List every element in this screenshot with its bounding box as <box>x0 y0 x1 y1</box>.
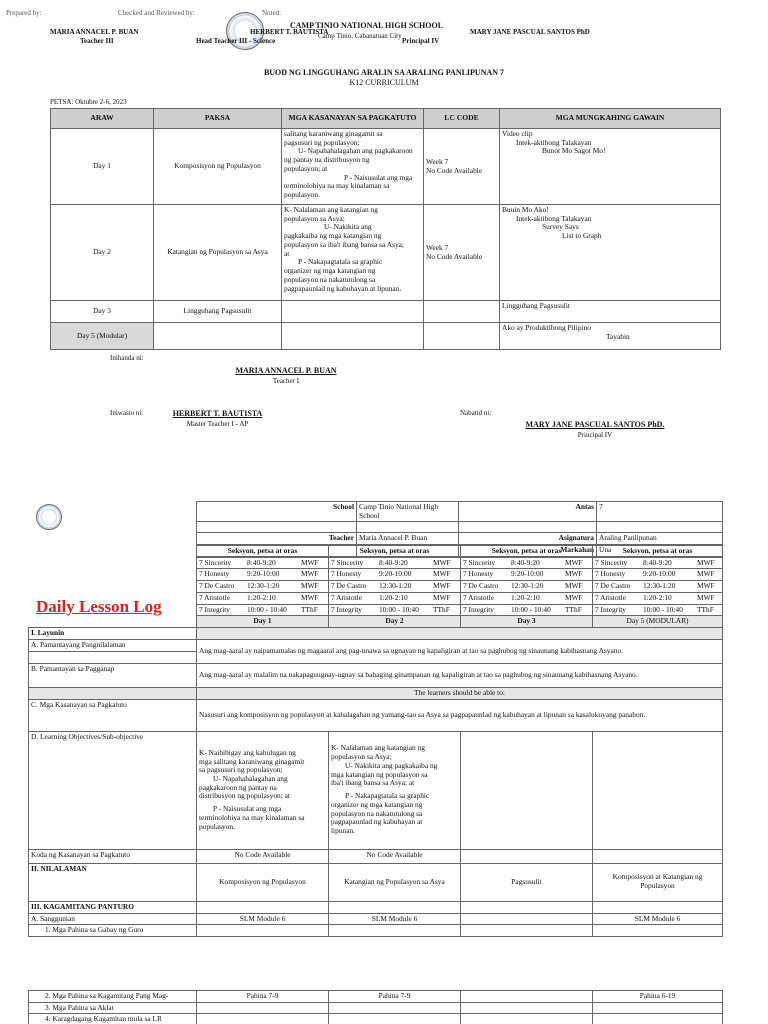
sched-time: 10:00 - 10:40 <box>643 604 683 614</box>
sched-days: MWF <box>301 569 319 579</box>
top-mid-signer-name: HERBERT T. BAUTISTA <box>250 28 329 36</box>
sched-time: 1:20-2:10 <box>643 592 672 602</box>
sched-section: 7 De Castro <box>595 581 631 591</box>
sched-days: MWF <box>697 569 715 579</box>
prepared-name: MARIA ANNACEL P. BUAN <box>235 366 337 375</box>
header-kasanayan: MGA KASANAYAN SA PAGKATUTO <box>282 109 424 129</box>
koda-label: Koda ng Kasanayan sa Pagkatuto <box>29 849 197 863</box>
sched-days: MWF <box>565 557 583 567</box>
kas-label: C. Mga Kasanayan sa Pagkatuto <box>29 699 197 731</box>
sched-head-1: Seksyon, petsa at oras <box>197 546 329 558</box>
sched-cell <box>461 592 593 604</box>
dll-day1-head: Day 1 <box>197 616 329 628</box>
sanggunian-label: A. Sanggunian <box>29 913 197 925</box>
pang-text: Ang mag-aaral ay naipamamalas ng magaaral ang pag-unawa sa ugnayan ng kapaligiran at tao sa paghubog ng sinaunang kabihasnang Asyano. <box>197 639 723 663</box>
dll-asignatura-value: Araling Panlipunan <box>597 533 723 545</box>
sched-row <box>29 569 723 581</box>
obj-day1: K- Naibibigay ang kahulugan ng mga salitang karaniwang ginagamit sa pagsusuri ng populasyon; U- Napahahalagahan ang pagkakaroon ng pantay na distribusyon ng populasyon; at P - Naisusulat ang mga terminolohiya na may kinalaman sa populasyon. <box>197 731 329 849</box>
weekly-summary-table <box>50 108 721 350</box>
sched-cell <box>329 604 461 616</box>
header-gawain: MGA MUNGKAHING GAWAIN <box>500 109 721 129</box>
sched-time: 8:40-9:20 <box>379 557 408 567</box>
sched-days: MWF <box>433 592 451 602</box>
sched-cell <box>197 581 329 593</box>
slm-day1: SLM Module 6 <box>197 913 329 925</box>
pag-text: Ang mag-aaral ay malalim na nakapaguugnay-ugnay sa bahaging ginampanan ng kapaligiran at tao sa paghubog ng sinaunang kabihasnang Asyano. <box>197 663 723 687</box>
summary-header-row <box>51 109 721 129</box>
day2-topic: Katangian ng Populasyon sa Asya <box>154 205 282 301</box>
pahina-day5: Pahina 6-19 <box>593 991 723 1003</box>
day5-day: Day 5 (Modular) <box>51 323 154 350</box>
sched-cell <box>197 592 329 604</box>
sched-days: MWF <box>433 557 451 567</box>
day5-topic <box>154 323 282 350</box>
summary-row-day5 <box>51 323 721 350</box>
day5-skills <box>282 323 424 350</box>
sched-head-3: Seksyon, petsa at oras <box>461 546 593 558</box>
slm-day2: SLM Module 6 <box>329 913 461 925</box>
sched-days: TThF <box>565 604 582 614</box>
dll-deped-seal-icon <box>36 504 62 530</box>
sched-section: 7 Sincerity <box>595 557 628 567</box>
dll-day5-head: Day 5 (MODULAR) <box>593 616 723 628</box>
koda-day1: No Code Available <box>197 849 329 863</box>
slm-day5: SLM Module 6 <box>593 913 723 925</box>
sched-cell <box>329 569 461 581</box>
sched-days: MWF <box>697 557 715 567</box>
day3-skills <box>282 301 424 323</box>
day1-lc-code: Week 7 No Code Available <box>424 129 500 205</box>
pahina-day2: Pahina 7-9 <box>329 991 461 1003</box>
dll-antas-label: Antas <box>459 502 597 522</box>
prepared-by-label: Prepared by: <box>6 9 42 17</box>
sched-section: 7 De Castro <box>331 581 367 591</box>
date-line: PETSA: Oktubre 2-6, 2023 <box>50 98 127 106</box>
day-header-row <box>29 616 723 628</box>
sched-cell <box>329 592 461 604</box>
sched-section: 7 Honesty <box>331 569 362 579</box>
iniwasto-label: Iniwasto ni: <box>110 409 144 417</box>
dll-main-table <box>28 545 723 937</box>
sched-section: 7 Integrity <box>595 604 626 614</box>
day2-activities: Buuin Mo Ako! Intek-aktibong Talakayan Survey Says List to Graph <box>500 205 721 301</box>
header-paksa: PAKSA <box>154 109 282 129</box>
summary-row-day1 <box>51 129 721 205</box>
sched-cell <box>329 557 461 569</box>
koda-day2: No Code Available <box>329 849 461 863</box>
kagamitan-label: III. KAGAMITANG PANTURO <box>29 901 197 913</box>
checked-role: Master Teacher I - AP <box>186 420 249 428</box>
nilalaman-day2: Katangian ng Populasyon sa Asya <box>329 863 461 901</box>
sched-days: TThF <box>301 604 318 614</box>
sched-time: 9:20-10:00 <box>247 569 280 579</box>
kagamitang-mag-label: 2. Mga Pahina sa Kagamitang Pang Mag- <box>29 991 197 1003</box>
obj-day3 <box>461 731 593 849</box>
day2-lc-code: Week 7 No Code Available <box>424 205 500 301</box>
sched-time: 9:20-10:00 <box>379 569 412 579</box>
dll-teacher-label: Teacher <box>197 533 357 545</box>
dll-school-label: School <box>197 502 357 522</box>
sched-days: MWF <box>301 581 319 591</box>
sched-head-4: Seksyon, petsa at oras <box>593 546 723 558</box>
sched-header-row <box>29 546 723 558</box>
sched-section: 7 Integrity <box>331 604 362 614</box>
day2-skills: K- Nalalaman ang katangian ng populasyon sa Asya; U- Nakikita ang pagkakaiba ng mga katangian ng populasyon sa iba't ibang bansa sa Asya; at P - Nakapagtatala sa graphic organizer ng mga katangian ng populasyon na nakatutulong sa pagpapaunlad ng kabuhayan at lipunan. <box>282 205 424 301</box>
sched-row <box>29 592 723 604</box>
school-address: Camp Tinio, Cabanatuan City <box>318 32 402 40</box>
day5-lc-code <box>424 323 500 350</box>
pang-label: A. Pamantayang Pangnilalaman <box>29 639 197 651</box>
sched-days: MWF <box>301 592 319 602</box>
sched-section: 7 Aristotle <box>595 592 626 602</box>
header-lc-code: LC CODE <box>424 109 500 129</box>
day1-day: Day 1 <box>51 129 154 205</box>
nabatid-label: Nabatid ni: <box>460 409 492 417</box>
school-name: CAMP TINIO NATIONAL HIGH SCHOOL <box>290 21 444 30</box>
sched-time: 1:20-2:10 <box>379 592 408 602</box>
nilalaman-day1: Komposisyon ng Populasyon <box>197 863 329 901</box>
prepared-role: Teacher I <box>272 377 300 385</box>
kas-text: Nasusuri ang komposisyon ng populasyon at kahalagahan ng yamang-tao sa Asya sa pagpapaunlad ng kabuhayan at lipunan sa kasalukuyang panahon. <box>197 699 723 731</box>
sched-cell <box>461 581 593 593</box>
sched-time: 8:40-9:20 <box>643 557 672 567</box>
sched-cell <box>461 604 593 616</box>
noted-role: Principal IV <box>577 431 613 439</box>
day3-activity: Lingguhang Pagsusulit <box>500 301 721 323</box>
noted-label: Noted: <box>262 9 282 17</box>
gabay-label: 1. Mga Pahina sa Gabay ng Guro <box>29 925 197 937</box>
sched-cell <box>593 569 723 581</box>
aklat-label: 3. Mga Pahina sa Aklat <box>29 1002 197 1014</box>
header-araw: ARAW <box>51 109 154 129</box>
sched-section: 7 Aristotle <box>199 592 230 602</box>
sched-cell <box>197 557 329 569</box>
sched-cell <box>197 569 329 581</box>
sched-cell <box>593 581 723 593</box>
dll-markahan-value: Una <box>597 545 723 557</box>
sched-cell <box>461 569 593 581</box>
sched-cell <box>593 592 723 604</box>
sched-days: MWF <box>565 581 583 591</box>
nilalaman-day5: Komposisyon at Katangian ng Populasyon <box>593 863 723 901</box>
sched-time: 9:20-10:00 <box>511 569 544 579</box>
layunin-label: I. Layunin <box>29 628 197 640</box>
dll-asignatura-label: Asignatura <box>459 533 597 545</box>
nilalaman-day3: Pagsusulit <box>461 863 593 901</box>
karagdagan-label: 4. Karagdagang Kagamitan mula sa LR <box>29 1014 197 1024</box>
noted-name: MARY JANE PASCUAL SANTOS PhD. <box>525 420 665 429</box>
pahina-day1: Pahina 7-9 <box>197 991 329 1003</box>
sched-row <box>29 604 723 616</box>
sched-section: 7 De Castro <box>199 581 235 591</box>
sched-days: MWF <box>433 569 451 579</box>
top-mid-signer-role: Head Teacher III - Science <box>196 37 276 45</box>
dll-day2-head: Day 2 <box>329 616 461 628</box>
sched-days: TThF <box>697 604 714 614</box>
sched-cell <box>593 604 723 616</box>
dll-school-value: Camp Tinio National High School <box>357 502 459 522</box>
sched-time: 12:30-1:20 <box>247 581 280 591</box>
checked-name: HERBERT T. BAUTISTA <box>172 409 263 418</box>
sched-days: MWF <box>565 569 583 579</box>
sched-section: 7 De Castro <box>463 581 499 591</box>
summary-row-day2 <box>51 205 721 301</box>
sched-section: 7 Sincerity <box>331 557 364 567</box>
learners-row: The learners should be able to: <box>197 687 723 699</box>
document-title: BUOD NG LINGGUHANG ARALIN SA ARALING PANLIPUNAN 7 <box>263 68 505 77</box>
sched-time: 1:20-2:10 <box>511 592 540 602</box>
obj-day2: K- Nalalaman ang katangian ng populasyon sa Asya; U- Nakikita ang pagkakaiba ng mga katangian ng populasyon sa iba't ibang bansa sa Asya; at P - Nakapagtatala sa graphic organizer ng mga katangian ng populasyon na nakatutulong sa pagpapaunlad ng kabuhayan at lipunan. <box>329 731 461 849</box>
day3-lc-code <box>424 301 500 323</box>
sched-row <box>29 557 723 569</box>
day2-day: Day 2 <box>51 205 154 301</box>
dll-markahan-label: Markahan <box>459 545 597 557</box>
sched-section: 7 Sincerity <box>463 557 496 567</box>
obj-day5 <box>593 731 723 849</box>
sched-head-2: Seksyon, petsa at oras <box>329 546 461 558</box>
dll-antas-value: 7 <box>597 502 723 522</box>
sched-days: MWF <box>433 581 451 591</box>
sched-cell <box>329 581 461 593</box>
sched-days: MWF <box>301 557 319 567</box>
sched-section: 7 Honesty <box>463 569 494 579</box>
day1-activities: Video clip Intek-aktibong Talakayan Bunot Mo Sagot Mo! <box>500 129 721 205</box>
sched-time: 8:40-9:20 <box>511 557 540 567</box>
sched-section: 7 Integrity <box>199 604 230 614</box>
summary-row-day3 <box>51 301 721 323</box>
sched-section: 7 Honesty <box>199 569 230 579</box>
document-subtitle: K12 CURRICULUM <box>349 78 419 87</box>
dll-teacher-value: Maria Annacel P. Buan <box>357 533 459 545</box>
sched-time: 8:40-9:20 <box>247 557 276 567</box>
sched-time: 1:20-2:10 <box>247 592 276 602</box>
day1-skills: salitang karaniwang ginagamit sa pagsusuri ng populasyon; U- Napahahalagahan ang pagkakaroon ng pantay na distribusyon ng populasyon; at P - Naisusulat ang mga terminolohiya na may kinalaman sa populasyon. <box>282 129 424 205</box>
top-right-signer-name: MARY JANE PASCUAL SANTOS PhD <box>470 28 590 36</box>
sched-cell <box>593 557 723 569</box>
pag-label: B. Pamantayan sa Pagganap <box>29 663 197 687</box>
sched-days: MWF <box>565 592 583 602</box>
sched-cell <box>461 557 593 569</box>
inihanda-label: Inihanda ni: <box>110 354 144 362</box>
sched-cell <box>197 604 329 616</box>
sched-time: 10:00 - 10:40 <box>247 604 287 614</box>
dll-continuation-table <box>28 990 723 1024</box>
day3-topic: Lingguhang Pagsusulit <box>154 301 282 323</box>
sched-section: 7 Aristotle <box>331 592 362 602</box>
sched-row <box>29 581 723 593</box>
sched-days: MWF <box>697 581 715 591</box>
dll-day3-head: Day 3 <box>461 616 593 628</box>
nilalaman-label: II. NILALAMAN <box>29 863 197 901</box>
sched-section: 7 Integrity <box>463 604 494 614</box>
checked-by-label: Checked and Reviewed by: <box>118 9 195 17</box>
obj-label: D. Learning Objectives/Sub-objective <box>29 731 197 849</box>
top-left-signer-name: MARIA ANNACEL P. BUAN <box>50 28 139 36</box>
sched-time: 10:00 - 10:40 <box>379 604 419 614</box>
top-left-signer-role: Teacher III <box>80 37 114 45</box>
sched-section: 7 Honesty <box>595 569 626 579</box>
dll-title: Daily Lesson Log <box>36 597 162 616</box>
sched-time: 10:00 - 10:40 <box>511 604 551 614</box>
top-right-signer-role: Principal IV <box>402 37 440 45</box>
day1-topic: Komposisyon ng Populasyon <box>154 129 282 205</box>
sched-time: 12:30-1:20 <box>511 581 544 591</box>
sched-time: 12:30-1:20 <box>643 581 676 591</box>
sched-section: 7 Aristotle <box>463 592 494 602</box>
sched-days: TThF <box>433 604 450 614</box>
day5-activities: Ako ay Produktibong Pilipino Tayahin <box>500 323 721 350</box>
sched-time: 12:30-1:20 <box>379 581 412 591</box>
sched-days: MWF <box>697 592 715 602</box>
day3-day: Day 3 <box>51 301 154 323</box>
sched-time: 9:20-10:00 <box>643 569 676 579</box>
sched-section: 7 Sincerity <box>199 557 232 567</box>
